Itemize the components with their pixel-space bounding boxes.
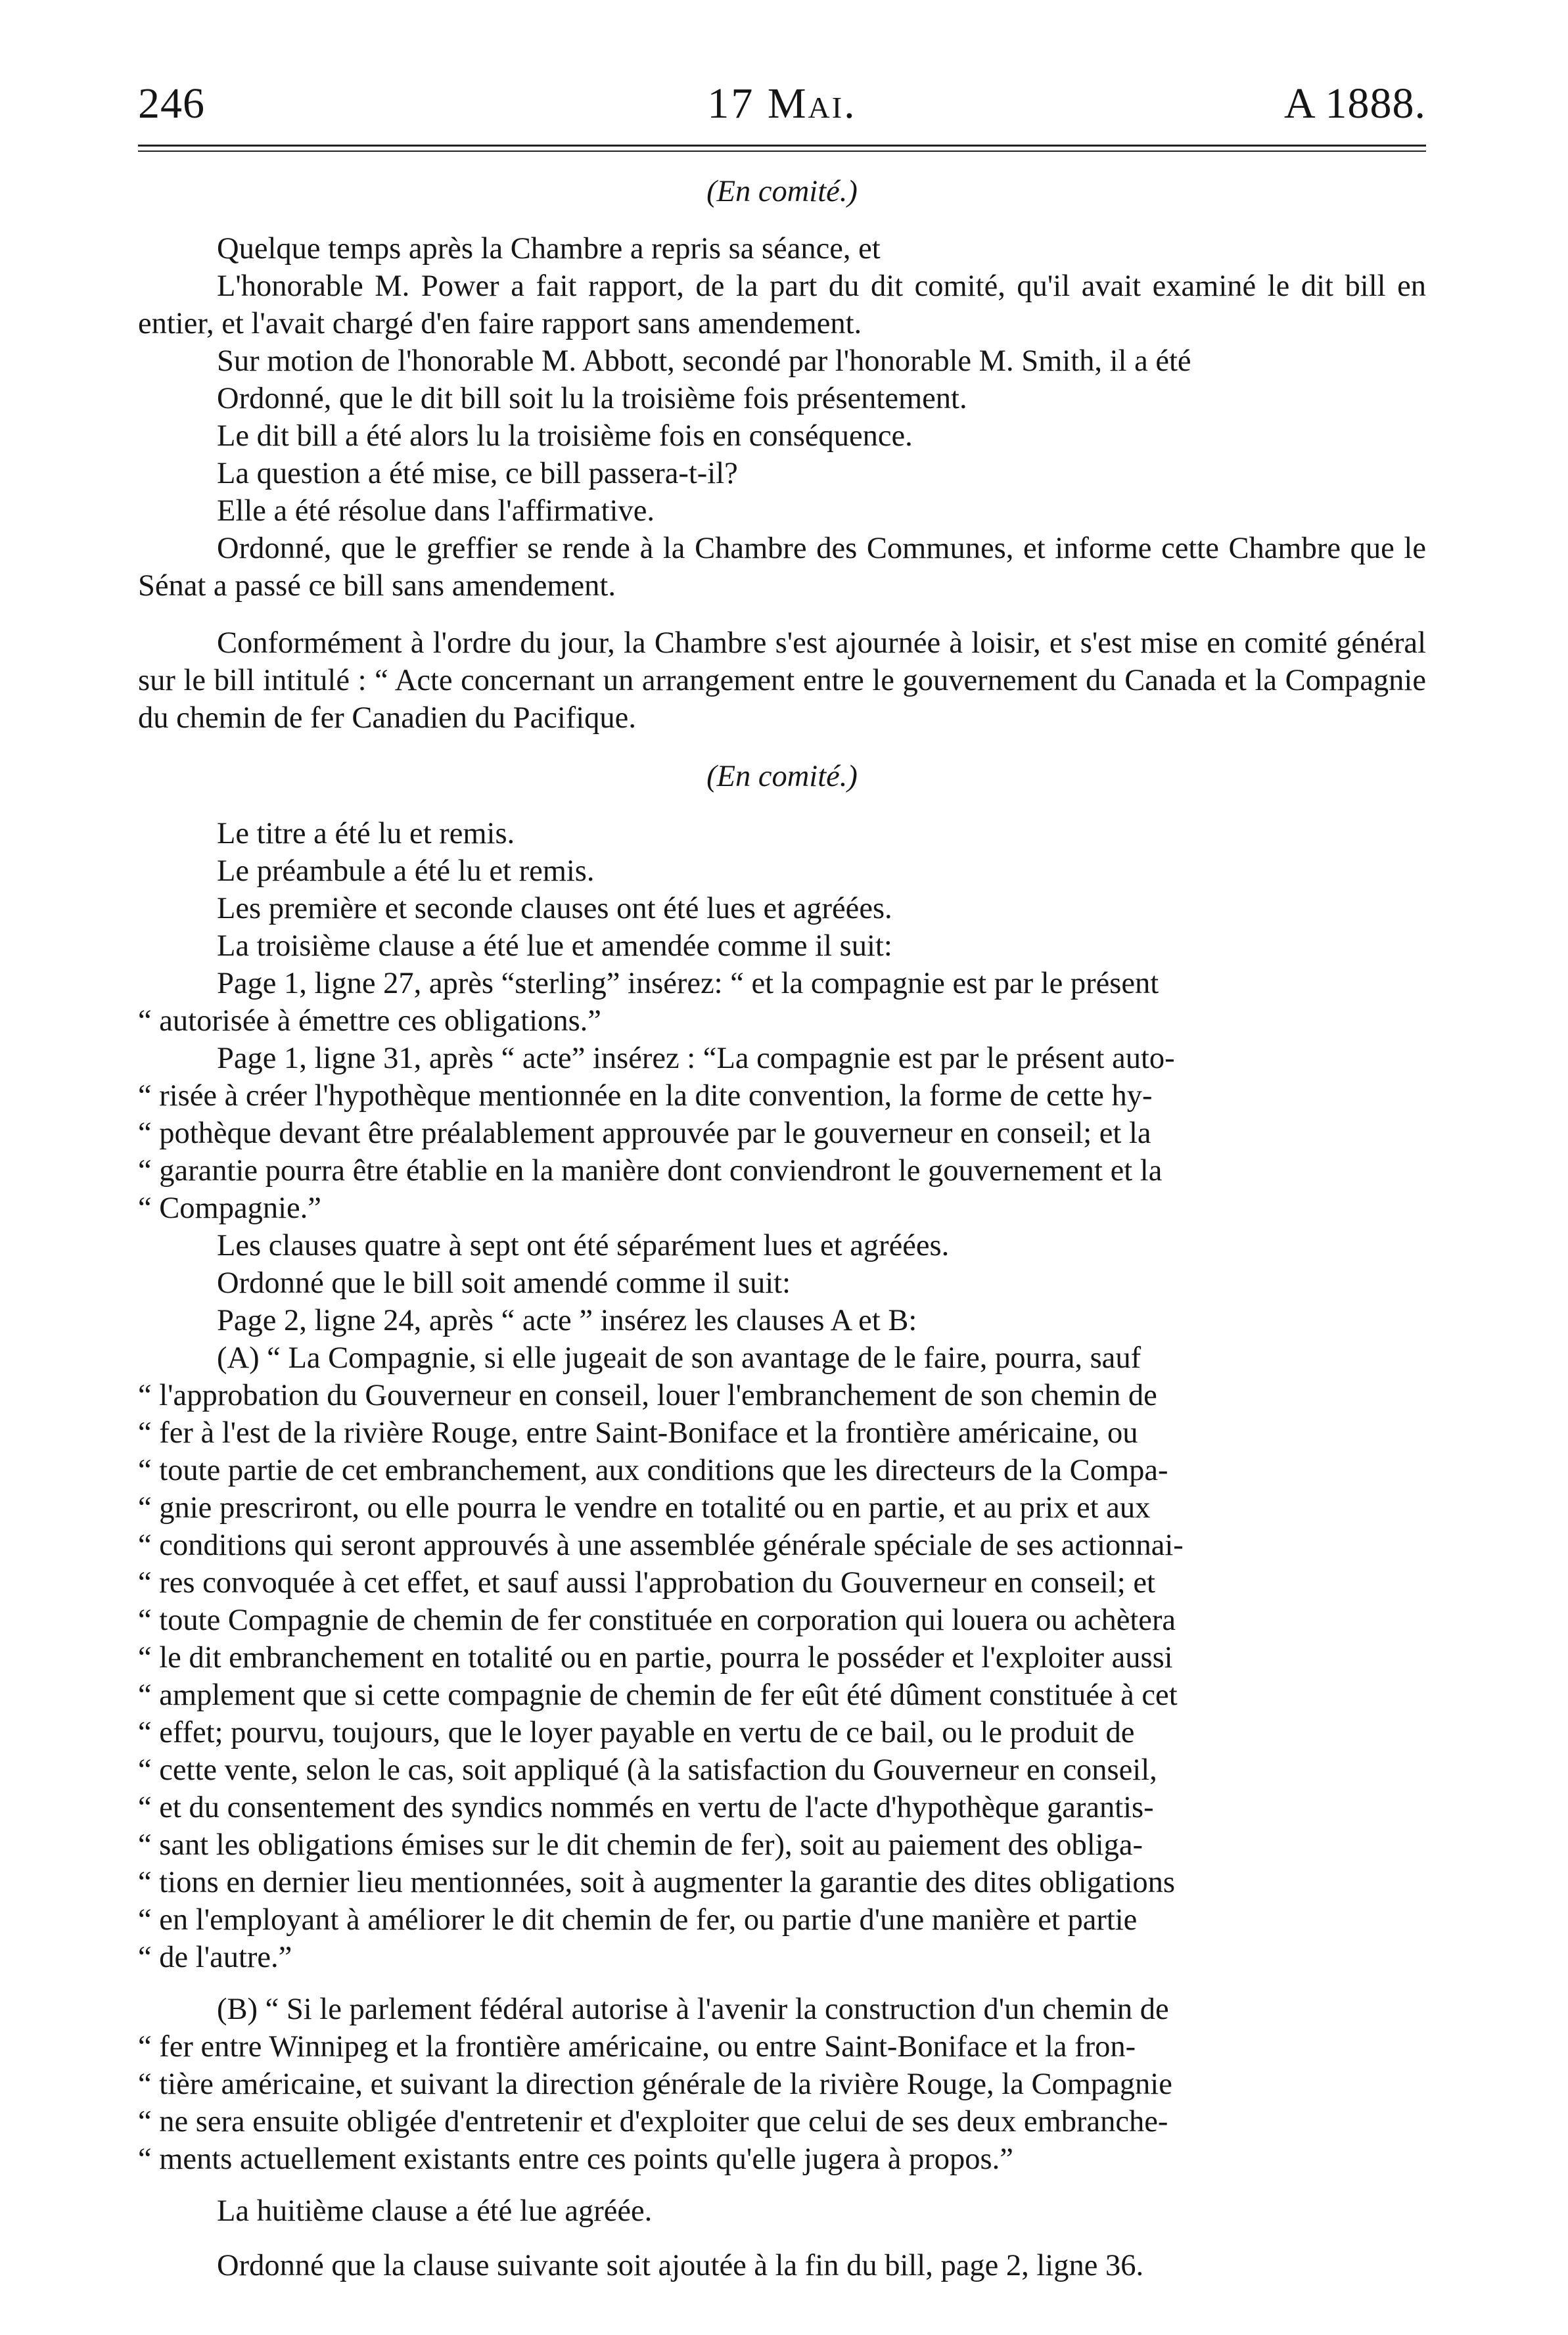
clause-a-first-line: (A) “ La Compagnie, si elle jugeait de son avantage de le faire, pourra, sauf	[217, 1341, 1141, 1375]
paragraph: Les clauses quatre à sept ont été séparément lues et agréées.	[217, 1229, 950, 1262]
quoted-line: “ effet; pourvu, toujours, que le loyer payable en vertu de ce bail, ou le produit de	[138, 1716, 1135, 1749]
quoted-line: “ conditions qui seront approuvés à une assemblée générale spéciale de ses actionnai-	[138, 1529, 1184, 1562]
quoted-line: “ tière américaine, et suivant la direction générale de la rivière Rouge, la Compagnie	[138, 2068, 1172, 2101]
quoted-line: “ garantie pourra être établie en la manière dont conviendront le gouvernement et la	[138, 1154, 1163, 1188]
header-rule-secondary	[138, 150, 1426, 152]
header-date: 17 Mai.	[707, 80, 857, 127]
quoted-line: “ ments actuellement existants entre ces points qu'elle jugera à propos.”	[138, 2142, 1013, 2176]
quoted-line: “ cette vente, selon le cas, soit appliqué (à la satisfaction du Gouverneur en conseil,	[138, 1753, 1157, 1787]
quoted-line: “ et du consentement des syndics nommés en vertu de l'acte d'hypothèque garantis-	[138, 1791, 1154, 1824]
paragraph: Sur motion de l'honorable M. Abbott, secondé par l'honorable M. Smith, il a été	[217, 344, 1191, 378]
page-number: 246	[138, 80, 205, 127]
paragraph: Ordonné, que le dit bill soit lu la troisième fois présentement.	[217, 382, 967, 415]
paragraph: Conformément à l'ordre du jour, la Chambre s'est ajournée à loisir, et s'est mise en comité général sur le bill intitulé : “ Acte concernant un arrangement entre le gouvernement du Canada et la Compagnie du chemin de fer Canadien du Pacifique.	[138, 626, 1426, 735]
quoted-line: “ l'approbation du Gouverneur en conseil, louer l'embranchement de son chemin de	[138, 1379, 1157, 1412]
paragraph: Ordonné que la clause suivante soit ajoutée à la fin du bill, page 2, ligne 36.	[217, 2249, 1144, 2282]
paragraph: Ordonné, que le greffier se rende à la Chambre des Communes, et informe cette Chambre que le Sénat a passé ce bill sans amendement.	[138, 532, 1426, 603]
paragraph: Ordonné que le bill soit amendé comme il suit:	[217, 1266, 791, 1300]
quoted-line: “ Compagnie.”	[138, 1191, 321, 1225]
paragraph: Elle a été résolue dans l'affirmative.	[217, 494, 655, 528]
paragraph: Page 2, ligne 24, après “ acte ” insérez les clauses A et B:	[217, 1304, 917, 1337]
paragraph: Quelque temps après la Chambre a repris sa séance, et	[217, 232, 881, 266]
paragraph: Le titre a été lu et remis.	[217, 817, 515, 850]
paragraph: Page 1, ligne 31, après “ acte” insérez : “La compagnie est par le présent auto-	[217, 1042, 1175, 1075]
quoted-line: “ ne sera ensuite obligée d'entretenir et d'exploiter que celui de ses deux embranche-	[138, 2105, 1168, 2138]
quoted-line: “ toute Compagnie de chemin de fer constituée en corporation qui louera ou achètera	[138, 1604, 1176, 1637]
document-body	[138, 173, 1426, 2284]
paragraph: Le préambule a été lu et remis.	[217, 854, 595, 888]
quoted-line: “ amplement que si cette compagnie de chemin de fer eût été dûment constituée à cet	[138, 1678, 1178, 1712]
quoted-line: “ fer entre Winnipeg et la frontière américaine, ou entre Saint-Boniface et la fron-	[138, 2030, 1136, 2064]
document-page	[138, 72, 1426, 2284]
quoted-line: “ de l'autre.”	[138, 1941, 292, 1974]
quoted-line: “ gnie prescriront, ou elle pourra le vendre en totalité ou en partie, et au prix et aux	[138, 1491, 1151, 1525]
paragraph: Le dit bill a été alors lu la troisième fois en conséquence.	[217, 419, 913, 453]
quoted-line: “ pothèque devant être préalablement approuvée par le gouverneur en conseil; et la	[138, 1117, 1151, 1150]
quoted-line: “ res convoquée à cet effet, et sauf aussi l'approbation du Gouverneur en conseil; et	[138, 1566, 1155, 1600]
section-subheading: (En comité.)	[706, 760, 858, 793]
quoted-line: “ en l'employant à améliorer le dit chemin de fer, ou partie d'une manière et partie	[138, 1903, 1138, 1937]
quoted-line: “ toute partie de cet embranchement, aux conditions que les directeurs de la Compa-	[138, 1454, 1168, 1487]
quoted-line: “ risée à créer l'hypothèque mentionnée en la dite convention, la forme de cette hy-	[138, 1079, 1153, 1113]
quoted-line: “ le dit embranchement en totalité ou en partie, pourra le posséder et l'exploiter aussi	[138, 1641, 1173, 1675]
quoted-line: “ autorisée à émettre ces obligations.”	[138, 1004, 601, 1038]
paragraph: Page 1, ligne 27, après “sterling” insérez: “ et la compagnie est par le présent	[217, 967, 1159, 1000]
page-header	[138, 72, 1426, 145]
paragraph: La huitième clause a été lue agréée.	[217, 2194, 653, 2228]
header-rule	[138, 145, 1426, 147]
paragraph: La question a été mise, ce bill passera-t-il?	[217, 457, 738, 490]
header-year: A 1888.	[1283, 80, 1426, 127]
clause-b-first-line: (B) “ Si le parlement fédéral autorise à l'avenir la construction d'un chemin de	[217, 1993, 1169, 2026]
paragraph: La troisième clause a été lue et amendée comme il suit:	[217, 929, 892, 963]
section-subheading: (En comité.)	[706, 175, 858, 208]
quoted-line: “ tions en dernier lieu mentionnées, soit à augmenter la garantie des dites obligations	[138, 1866, 1175, 1899]
quoted-line: “ sant les obligations émises sur le dit chemin de fer), soit au paiement des obliga-	[138, 1828, 1143, 1862]
paragraph: L'honorable M. Power a fait rapport, de la part du dit comité, qu'il avait examiné le dit bill en entier, et l'avait chargé d'en faire rapport sans amendement.	[138, 269, 1426, 340]
quoted-line: “ fer à l'est de la rivière Rouge, entre Saint-Boniface et la frontière américaine, ou	[138, 1416, 1138, 1450]
paragraph: Les première et seconde clauses ont été lues et agréées.	[217, 892, 892, 925]
